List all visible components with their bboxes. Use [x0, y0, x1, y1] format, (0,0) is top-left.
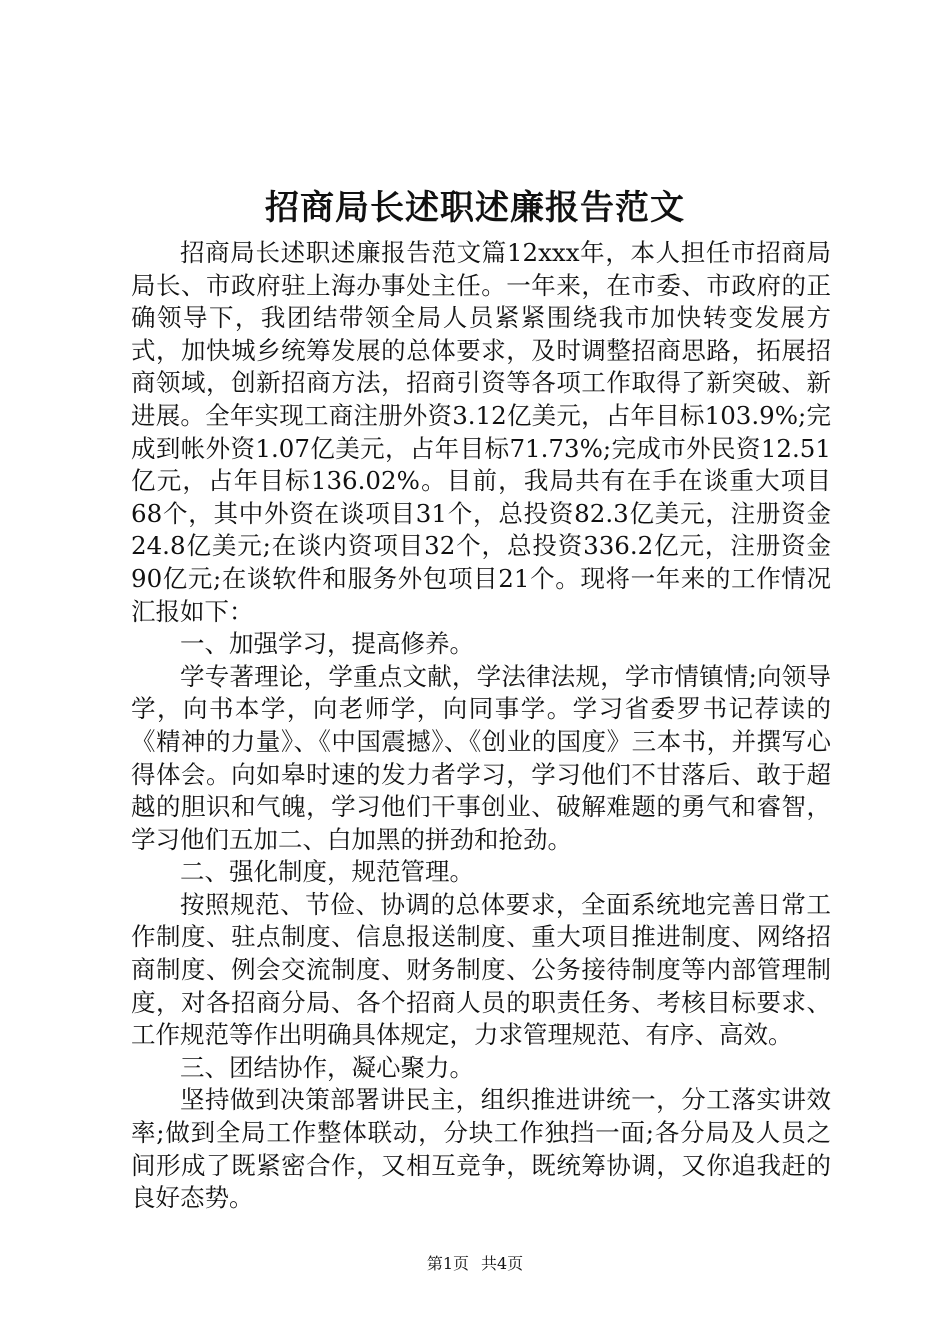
page-footer — [0, 1252, 950, 1276]
section-paragraph-1: 学专著理论，学重点文献，学法律法规，学市情镇情;向领导学，向书本学，向老师学，向同事学。学习省委罗书记荐读的《精神的力量》、《中国震撼》、《创业的国度》三本书，并撰写心得体会。向如皋时速的发力者学习，学习他们不甘落后、敢于超越的胆识和气魄，学习他们干事创业、破解难题的勇气和睿智，学习他们五加二、白加黑的拼劲和抢劲。 — [131, 661, 831, 854]
section-heading-1: 一、加强学习，提高修养。 — [180, 629, 474, 659]
section-heading-3: 三、团结协作，凝心聚力。 — [180, 1052, 474, 1082]
page-total: 共4页 — [481, 1254, 524, 1273]
section-paragraph-3: 坚持做到决策部署讲民主，组织推进讲统一，分工落实讲效率;做到全局工作整体联动，分块工作独挡一面;各分局及人员之间形成了既紧密合作，又相互竞争，既统筹协调，又你追我赶的良好态势。 — [131, 1085, 831, 1213]
document-body — [131, 237, 831, 1215]
section-paragraph-2: 按照规范、节俭、协调的总体要求，全面系统地完善日常工作制度、驻点制度、信息报送制度、重大项目推进制度、网络招商制度、例会交流制度、财务制度、公务接待制度等内部管理制度，对各招商分局、各个招商人员的职责任务、考核目标要求、工作规范等作出明确具体规定，力求管理规范、有序、高效。 — [131, 889, 831, 1050]
section-heading-2: 二、强化制度，规范管理。 — [180, 857, 474, 887]
document-title: 招商局长述职述廉报告范文 — [265, 188, 685, 228]
page-number: 第1页 — [426, 1254, 469, 1273]
intro-paragraph: 招商局长述职述廉报告范文篇12xxx年，本人担任市招商局局长、市政府驻上海办事处主任。一年来，在市委、市政府的正确领导下，我团结带领全局人员紧紧围绕我市加快转变发展方式，加快城乡统筹发展的总体要求，及时调整招商思路，拓展招商领域，创新招商方法，招商引资等各项工作取得了新突破、新进展。全年实现工商注册外资3.12亿美元，占年目标103.9%;完成到帐外资1.07亿美元，占年目标71.73%;完成市外民资12.51亿元，占年目标136.02%。目前，我局共有在手在谈重大项目68个，其中外资在谈项目31个，总投资82.3亿美元，注册资金24.8亿美元;在谈内资项目32个，总投资336.2亿元，注册资金90亿元;在谈软件和服务外包项目21个。现将一年来的工作情况汇报如下： — [131, 238, 831, 626]
